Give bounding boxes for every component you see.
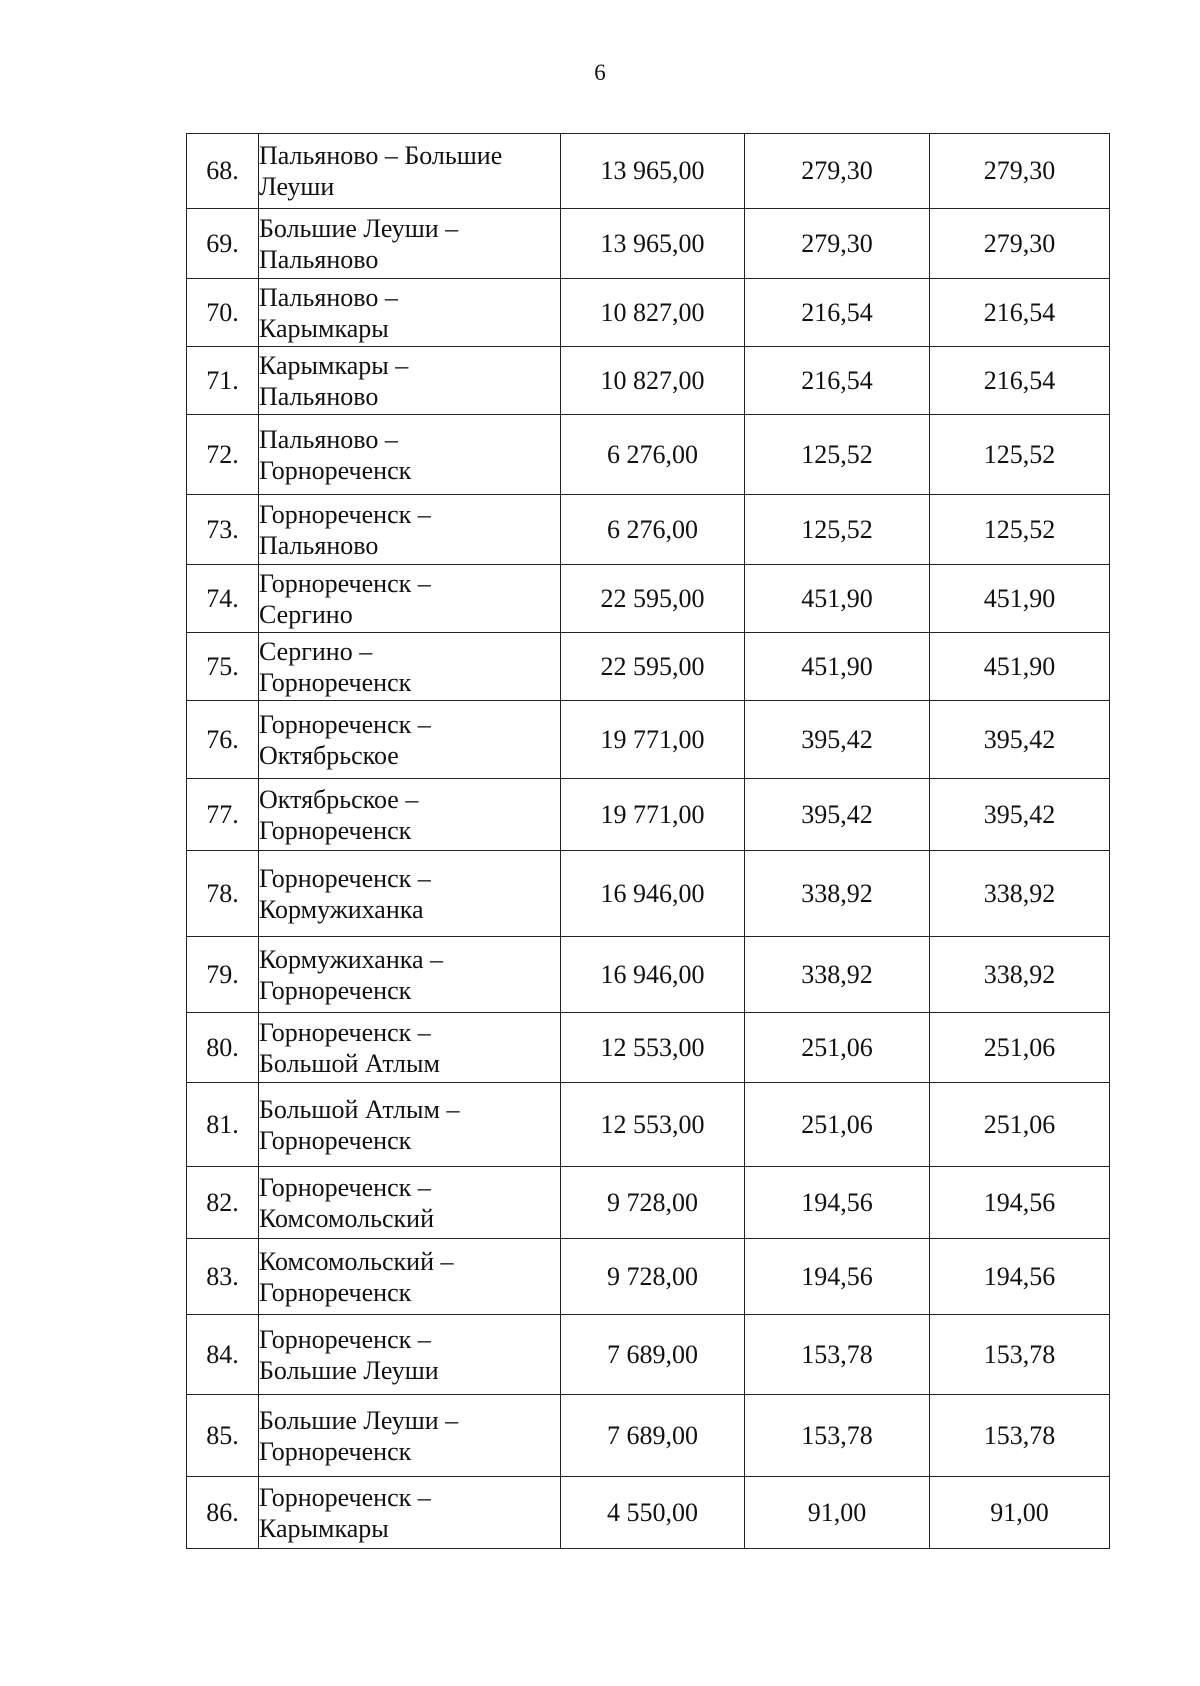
row-number: 74. [187,565,259,633]
route-cell [259,633,561,701]
route-cell [259,1013,561,1083]
table-row [187,134,1110,209]
value-cell-3: 395,42 [930,701,1110,779]
route-line-2: Большие Леуши [259,1355,439,1385]
route-line-2: Комсомольский [259,1203,434,1233]
value-cell-1: 12 553,00 [561,1083,745,1167]
route-line-1: Пальяново – Большие [259,141,503,170]
value-cell-1: 10 827,00 [561,347,745,415]
value-cell-3: 216,54 [930,279,1110,347]
row-number: 84. [187,1315,259,1395]
route-cell [259,415,561,495]
value-cell-2: 279,30 [745,134,930,209]
route-line-1: Октябрьское – [259,784,419,814]
route-cell [259,279,561,347]
route-cell [259,1315,561,1395]
value-cell-2: 194,56 [745,1167,930,1239]
row-number: 82. [187,1167,259,1239]
value-cell-1: 9 728,00 [561,1167,745,1239]
value-cell-2: 338,92 [745,851,930,937]
value-cell-1: 13 965,00 [561,209,745,279]
value-cell-1: 6 276,00 [561,415,745,495]
value-cell-1: 9 728,00 [561,1239,745,1315]
route-cell [259,701,561,779]
route-line-2: Горнореченск [259,1436,412,1466]
row-number: 80. [187,1013,259,1083]
value-cell-3: 91,00 [930,1477,1110,1549]
route-cell [259,565,561,633]
row-number: 70. [187,279,259,347]
value-cell-2: 251,06 [745,1013,930,1083]
value-cell-3: 125,52 [930,495,1110,565]
route-line-2: Горнореченск [259,1277,412,1307]
value-cell-1: 13 965,00 [561,134,745,209]
route-line-1: Горнореченск – [259,863,431,893]
value-cell-3: 338,92 [930,851,1110,937]
route-line-2: Горнореченск [259,667,412,697]
route-line-2: Горнореченск [259,975,412,1005]
value-cell-1: 6 276,00 [561,495,745,565]
value-cell-2: 279,30 [745,209,930,279]
route-line-1: Горнореченск – [259,568,431,598]
route-line-2: Леуши [259,172,335,201]
value-cell-1: 7 689,00 [561,1315,745,1395]
route-line-2: Горнореченск [259,815,412,845]
table-row [187,701,1110,779]
value-cell-1: 19 771,00 [561,701,745,779]
row-number: 81. [187,1083,259,1167]
value-cell-3: 251,06 [930,1083,1110,1167]
route-cell [259,937,561,1013]
route-cell [259,1083,561,1167]
row-number: 73. [187,495,259,565]
value-cell-3: 153,78 [930,1315,1110,1395]
row-number: 69. [187,209,259,279]
route-cell [259,347,561,415]
table-row [187,1013,1110,1083]
value-cell-2: 338,92 [745,937,930,1013]
row-number: 78. [187,851,259,937]
value-cell-1: 16 946,00 [561,851,745,937]
value-cell-3: 279,30 [930,134,1110,209]
route-line-2: Пальяново [259,244,379,274]
table-row [187,1167,1110,1239]
value-cell-1: 4 550,00 [561,1477,745,1549]
value-cell-1: 22 595,00 [561,565,745,633]
value-cell-3: 338,92 [930,937,1110,1013]
value-cell-3: 194,56 [930,1239,1110,1315]
value-cell-3: 279,30 [930,209,1110,279]
route-cell [259,1167,561,1239]
route-cell [259,1239,561,1315]
route-line-2: Сергино [259,599,353,629]
route-line-2: Большой Атлым [259,1048,440,1078]
value-cell-3: 451,90 [930,565,1110,633]
row-number: 83. [187,1239,259,1315]
value-cell-3: 251,06 [930,1013,1110,1083]
route-line-1: Горнореченск – [259,709,431,739]
route-line-1: Карымкары – [259,350,409,380]
route-line-1: Горнореченск – [259,1324,431,1354]
value-cell-2: 216,54 [745,347,930,415]
table-row [187,565,1110,633]
route-line-2: Карымкары [259,313,389,343]
row-number: 75. [187,633,259,701]
route-line-2: Горнореченск [259,1125,412,1155]
route-line-1: Кормужиханка – [259,944,444,974]
value-cell-2: 153,78 [745,1315,930,1395]
value-cell-1: 12 553,00 [561,1013,745,1083]
value-cell-2: 125,52 [745,495,930,565]
route-cell [259,779,561,851]
table-row [187,1395,1110,1477]
table-row [187,495,1110,565]
value-cell-2: 451,90 [745,633,930,701]
table-row [187,1083,1110,1167]
row-number: 79. [187,937,259,1013]
value-cell-2: 194,56 [745,1239,930,1315]
value-cell-3: 395,42 [930,779,1110,851]
route-cell [259,851,561,937]
table-row [187,851,1110,937]
route-line-2: Кормужиханка [259,894,424,924]
table-row [187,937,1110,1013]
table-row [187,779,1110,851]
route-line-2: Карымкары [259,1513,389,1543]
route-line-1: Большой Атлым – [259,1094,460,1124]
value-cell-2: 153,78 [745,1395,930,1477]
row-number: 71. [187,347,259,415]
routes-table [186,133,1110,1549]
table-row [187,347,1110,415]
value-cell-2: 216,54 [745,279,930,347]
route-line-1: Пальяново – [259,424,398,454]
value-cell-3: 194,56 [930,1167,1110,1239]
row-number: 76. [187,701,259,779]
table-row [187,1477,1110,1549]
row-number: 77. [187,779,259,851]
row-number: 86. [187,1477,259,1549]
value-cell-1: 22 595,00 [561,633,745,701]
route-line-2: Октябрьское [259,740,399,770]
value-cell-3: 125,52 [930,415,1110,495]
route-line-1: Комсомольский – [259,1246,454,1276]
route-line-1: Пальяново – [259,282,398,312]
route-line-2: Горнореченск [259,455,412,485]
route-cell [259,1477,561,1549]
route-cell [259,1395,561,1477]
route-line-1: Горнореченск – [259,499,431,529]
value-cell-2: 395,42 [745,779,930,851]
route-line-1: Горнореченск – [259,1172,431,1202]
route-line-1: Сергино – [259,636,373,666]
route-line-2: Пальяново [259,381,379,411]
routes-table-body [187,134,1110,1549]
route-cell [259,209,561,279]
table-row [187,209,1110,279]
row-number: 85. [187,1395,259,1477]
value-cell-2: 91,00 [745,1477,930,1549]
table-row [187,1315,1110,1395]
value-cell-3: 216,54 [930,347,1110,415]
value-cell-2: 395,42 [745,701,930,779]
table-row [187,1239,1110,1315]
value-cell-2: 251,06 [745,1083,930,1167]
value-cell-3: 451,90 [930,633,1110,701]
value-cell-1: 19 771,00 [561,779,745,851]
table-row [187,633,1110,701]
value-cell-1: 10 827,00 [561,279,745,347]
value-cell-2: 125,52 [745,415,930,495]
route-line-1: Горнореченск – [259,1017,431,1047]
table-row [187,415,1110,495]
route-line-1: Большие Леуши – [259,1405,459,1435]
route-line-1: Большие Леуши – [259,213,459,243]
row-number: 68. [187,134,259,209]
route-line-1: Горнореченск – [259,1482,431,1512]
value-cell-2: 451,90 [745,565,930,633]
route-cell [259,495,561,565]
page-number: 6 [594,60,606,85]
row-number: 72. [187,415,259,495]
value-cell-1: 7 689,00 [561,1395,745,1477]
table-row [187,279,1110,347]
route-line-2: Пальяново [259,530,379,560]
value-cell-3: 153,78 [930,1395,1110,1477]
value-cell-1: 16 946,00 [561,937,745,1013]
route-cell [259,134,561,209]
